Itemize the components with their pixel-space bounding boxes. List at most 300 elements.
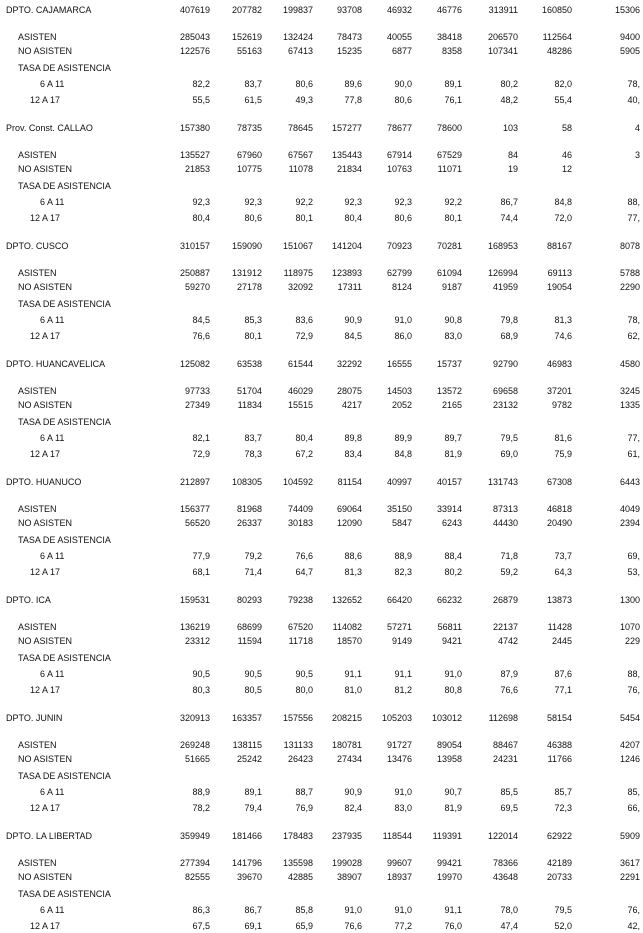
- value-cell: 11428: [547, 622, 572, 632]
- title-row: [0, 4, 643, 16]
- value-cell: 68699: [236, 622, 262, 632]
- no-asisten-row: [0, 399, 643, 411]
- value-cell: 40157: [436, 477, 462, 487]
- value-cell: 73,7: [554, 551, 572, 561]
- value-cell: 141796: [231, 858, 262, 868]
- value-cell: 119391: [432, 831, 462, 841]
- value-cell: 51704: [236, 386, 262, 396]
- tasa-label: TASA DE ASISTENCIA: [18, 417, 111, 427]
- value-cell: 19970: [436, 872, 462, 882]
- value-cell: 159090: [231, 241, 262, 251]
- a1217-label: 12 A 17: [30, 685, 61, 695]
- value-cell: 91,0: [394, 315, 412, 325]
- value-cell: 3: [634, 150, 640, 160]
- value-cell: 80293: [236, 595, 262, 605]
- value-cell: 99607: [386, 858, 412, 868]
- value-cell: 6243: [441, 518, 462, 528]
- value-cell: 92,2: [444, 197, 462, 207]
- value-cell: 90,5: [244, 669, 262, 679]
- value-cell: 67567: [287, 150, 313, 160]
- value-cell: 78366: [492, 858, 518, 868]
- value-cell: 17311: [337, 282, 362, 292]
- value-cell: 46983: [546, 359, 572, 369]
- value-cell: 66,: [627, 803, 640, 813]
- value-cell: 118544: [382, 831, 412, 841]
- value-cell: 91,0: [394, 905, 412, 915]
- value-cell: 68,1: [192, 567, 210, 577]
- title-label: DPTO. CAJAMARCA: [6, 5, 92, 15]
- title-row: [0, 476, 643, 488]
- no-asisten-row: [0, 871, 643, 883]
- value-cell: 90,9: [344, 787, 362, 797]
- title-row: [0, 830, 643, 842]
- value-cell: 3245: [619, 386, 640, 396]
- a611-row: [0, 432, 643, 444]
- value-cell: 122576: [179, 46, 210, 56]
- no-asisten-label: NO ASISTEN: [18, 46, 73, 56]
- value-cell: 313911: [488, 5, 518, 15]
- value-cell: 44430: [492, 518, 518, 528]
- a1217-row: [0, 566, 643, 578]
- value-cell: 61544: [287, 359, 313, 369]
- value-cell: 33914: [436, 504, 462, 514]
- value-cell: 168953: [487, 241, 518, 251]
- value-cell: 86,7: [244, 905, 262, 915]
- value-cell: 6443: [619, 477, 640, 487]
- value-cell: 40,: [627, 95, 640, 105]
- a1217-label: 12 A 17: [30, 213, 61, 223]
- value-cell: 80,2: [444, 567, 462, 577]
- tasa-label: TASA DE ASISTENCIA: [18, 181, 111, 191]
- value-cell: 250887: [179, 268, 210, 278]
- value-cell: 126994: [487, 268, 518, 278]
- value-cell: 81,9: [444, 803, 462, 813]
- value-cell: 78473: [336, 32, 362, 42]
- value-cell: 112698: [488, 713, 518, 723]
- value-cell: 5905: [619, 46, 640, 56]
- value-cell: 78,: [627, 79, 640, 89]
- value-cell: 91727: [386, 740, 412, 750]
- value-cell: 2052: [391, 400, 412, 410]
- value-cell: 91,1: [344, 669, 362, 679]
- value-cell: 42189: [546, 858, 572, 868]
- tasa-row: [0, 416, 643, 428]
- value-cell: 88167: [546, 241, 572, 251]
- value-cell: 91,0: [394, 787, 412, 797]
- value-cell: 58: [561, 123, 572, 133]
- value-cell: 71,4: [244, 567, 262, 577]
- a1217-label: 12 A 17: [30, 567, 61, 577]
- a611-row: [0, 668, 643, 680]
- value-cell: 76,6: [344, 921, 362, 931]
- value-cell: 80,0: [295, 685, 313, 695]
- value-cell: 212897: [179, 477, 210, 487]
- value-cell: 71,8: [500, 551, 518, 561]
- value-cell: 67520: [287, 622, 313, 632]
- value-cell: 67,5: [192, 921, 210, 931]
- value-cell: 80,6: [244, 213, 262, 223]
- value-cell: 103: [502, 123, 518, 133]
- value-cell: 89,8: [344, 433, 362, 443]
- value-cell: 269248: [179, 740, 210, 750]
- value-cell: 11718: [288, 636, 313, 646]
- value-cell: 78,: [627, 315, 640, 325]
- value-cell: 32292: [336, 359, 362, 369]
- value-cell: 80,8: [444, 685, 462, 695]
- tasa-label: TASA DE ASISTENCIA: [18, 889, 111, 899]
- value-cell: 9421: [441, 636, 462, 646]
- value-cell: 1246: [619, 754, 640, 764]
- a1217-row: [0, 330, 643, 342]
- tasa-label: TASA DE ASISTENCIA: [18, 535, 111, 545]
- value-cell: 61094: [436, 268, 462, 278]
- value-cell: 79,2: [244, 551, 262, 561]
- value-cell: 26423: [287, 754, 313, 764]
- value-cell: 10775: [236, 164, 262, 174]
- value-cell: 70923: [386, 241, 412, 251]
- value-cell: 49,3: [295, 95, 313, 105]
- value-cell: 89,7: [444, 433, 462, 443]
- value-cell: 83,0: [444, 331, 462, 341]
- value-cell: 92,3: [192, 197, 210, 207]
- value-cell: 93708: [336, 5, 362, 15]
- value-cell: 85,: [627, 787, 640, 797]
- value-cell: 206570: [487, 32, 518, 42]
- asisten-label: ASISTEN: [18, 740, 57, 750]
- value-cell: 9400: [619, 32, 640, 42]
- value-cell: 11594: [237, 636, 262, 646]
- value-cell: 1335: [619, 400, 640, 410]
- value-cell: 89054: [436, 740, 462, 750]
- a1217-label: 12 A 17: [30, 95, 61, 105]
- a1217-label: 12 A 17: [30, 921, 61, 931]
- value-cell: 8358: [441, 46, 462, 56]
- value-cell: 4217: [341, 400, 362, 410]
- value-cell: 28075: [336, 386, 362, 396]
- value-cell: 27178: [236, 282, 262, 292]
- value-cell: 81,6: [554, 433, 572, 443]
- value-cell: 61,5: [244, 95, 262, 105]
- value-cell: 15515: [287, 400, 313, 410]
- value-cell: 90,8: [444, 315, 462, 325]
- a1217-label: 12 A 17: [30, 331, 61, 341]
- value-cell: 157277: [331, 123, 362, 133]
- title-row: [0, 594, 643, 606]
- value-cell: 84,5: [344, 331, 362, 341]
- value-cell: 69,5: [500, 803, 518, 813]
- a1217-row: [0, 802, 643, 814]
- value-cell: 69,0: [500, 449, 518, 459]
- value-cell: 85,3: [244, 315, 262, 325]
- value-cell: 79238: [287, 595, 313, 605]
- value-cell: 38418: [436, 32, 462, 42]
- value-cell: 62,: [627, 331, 640, 341]
- value-cell: 69658: [492, 386, 518, 396]
- value-cell: 84: [507, 150, 518, 160]
- value-cell: 77,1: [554, 685, 572, 695]
- a611-row: [0, 550, 643, 562]
- value-cell: 90,7: [444, 787, 462, 797]
- value-cell: 8124: [391, 282, 412, 292]
- value-cell: 72,9: [192, 449, 210, 459]
- value-cell: 83,6: [295, 315, 313, 325]
- asisten-label: ASISTEN: [18, 386, 57, 396]
- asisten-row: [0, 385, 643, 397]
- value-cell: 58154: [546, 713, 572, 723]
- no-asisten-label: NO ASISTEN: [18, 164, 73, 174]
- value-cell: 80,4: [344, 213, 362, 223]
- value-cell: 56520: [184, 518, 210, 528]
- value-cell: 57271: [386, 622, 412, 632]
- value-cell: 112564: [542, 32, 572, 42]
- value-cell: 13476: [386, 754, 412, 764]
- value-cell: 10763: [386, 164, 412, 174]
- asisten-row: [0, 31, 643, 43]
- value-cell: 310157: [179, 241, 210, 251]
- value-cell: 76,1: [444, 95, 462, 105]
- asisten-label: ASISTEN: [18, 150, 57, 160]
- value-cell: 80,5: [244, 685, 262, 695]
- value-cell: 64,3: [554, 567, 572, 577]
- value-cell: 12090: [336, 518, 362, 528]
- value-cell: 67413: [287, 46, 313, 56]
- a1217-row: [0, 94, 643, 106]
- value-cell: 78677: [386, 123, 412, 133]
- value-cell: 16555: [386, 359, 412, 369]
- value-cell: 229: [624, 636, 640, 646]
- value-cell: 59270: [184, 282, 210, 292]
- value-cell: 92790: [492, 359, 518, 369]
- value-cell: 81,3: [344, 567, 362, 577]
- a611-row: [0, 904, 643, 916]
- value-cell: 163357: [231, 713, 262, 723]
- value-cell: 76,: [627, 685, 640, 695]
- value-cell: 75,9: [554, 449, 572, 459]
- value-cell: 97733: [184, 386, 210, 396]
- value-cell: 67960: [236, 150, 262, 160]
- value-cell: 78645: [287, 123, 313, 133]
- value-cell: 82,3: [394, 567, 412, 577]
- value-cell: 157380: [179, 123, 210, 133]
- value-cell: 2394: [619, 518, 640, 528]
- value-cell: 11766: [547, 754, 572, 764]
- value-cell: 20490: [546, 518, 572, 528]
- value-cell: 2165: [441, 400, 462, 410]
- value-cell: 81968: [236, 504, 262, 514]
- value-cell: 114082: [332, 622, 362, 632]
- value-cell: 30183: [287, 518, 313, 528]
- a611-label: 6 A 11: [40, 787, 65, 797]
- value-cell: 55163: [236, 46, 262, 56]
- value-cell: 56811: [437, 622, 462, 632]
- value-cell: 15737: [436, 359, 462, 369]
- value-cell: 81,3: [554, 315, 572, 325]
- value-cell: 80,4: [192, 213, 210, 223]
- a1217-label: 12 A 17: [30, 803, 61, 813]
- value-cell: 131133: [283, 740, 313, 750]
- value-cell: 79,8: [500, 315, 518, 325]
- no-asisten-label: NO ASISTEN: [18, 400, 73, 410]
- value-cell: 81,0: [344, 685, 362, 695]
- a1217-label: 12 A 17: [30, 449, 61, 459]
- asisten-label: ASISTEN: [18, 504, 57, 514]
- value-cell: 48,2: [500, 95, 518, 105]
- asisten-label: ASISTEN: [18, 32, 57, 42]
- title-label: DPTO. CUSCO: [6, 241, 69, 251]
- title-row: [0, 358, 643, 370]
- value-cell: 141204: [331, 241, 362, 251]
- asisten-row: [0, 621, 643, 633]
- value-cell: 86,0: [394, 331, 412, 341]
- a1217-row: [0, 448, 643, 460]
- value-cell: 4: [634, 123, 640, 133]
- no-asisten-label: NO ASISTEN: [18, 636, 73, 646]
- value-cell: 92,3: [244, 197, 262, 207]
- value-cell: 320913: [179, 713, 210, 723]
- a611-label: 6 A 11: [40, 197, 65, 207]
- value-cell: 68,9: [500, 331, 518, 341]
- value-cell: 107341: [487, 46, 518, 56]
- value-cell: 6877: [391, 46, 412, 56]
- value-cell: 136219: [179, 622, 210, 632]
- value-cell: 84,8: [554, 197, 572, 207]
- tasa-label: TASA DE ASISTENCIA: [18, 63, 111, 73]
- value-cell: 32092: [287, 282, 313, 292]
- value-cell: 24231: [492, 754, 518, 764]
- value-cell: 151067: [282, 241, 313, 251]
- value-cell: 108305: [231, 477, 262, 487]
- tasa-label: TASA DE ASISTENCIA: [18, 653, 111, 663]
- value-cell: 11071: [437, 164, 462, 174]
- title-label: DPTO. LA LIBERTAD: [6, 831, 93, 841]
- value-cell: 67,2: [295, 449, 313, 459]
- value-cell: 19054: [546, 282, 572, 292]
- value-cell: 87,6: [554, 669, 572, 679]
- value-cell: 87313: [492, 504, 518, 514]
- value-cell: 11834: [237, 400, 262, 410]
- no-asisten-label: NO ASISTEN: [18, 872, 73, 882]
- value-cell: 135527: [179, 150, 210, 160]
- tasa-row: [0, 888, 643, 900]
- title-label: DPTO. HUANCAVELICA: [6, 359, 106, 369]
- value-cell: 79,5: [500, 433, 518, 443]
- value-cell: 180781: [331, 740, 362, 750]
- value-cell: 89,6: [344, 79, 362, 89]
- value-cell: 359949: [179, 831, 210, 841]
- no-asisten-row: [0, 45, 643, 57]
- value-cell: 12: [561, 164, 572, 174]
- no-asisten-row: [0, 635, 643, 647]
- value-cell: 40055: [386, 32, 412, 42]
- value-cell: 88,9: [192, 787, 210, 797]
- value-cell: 3617: [619, 858, 640, 868]
- asisten-row: [0, 857, 643, 869]
- value-cell: 88,9: [394, 551, 412, 561]
- value-cell: 88,4: [444, 551, 462, 561]
- a611-row: [0, 196, 643, 208]
- value-cell: 5454: [619, 713, 640, 723]
- value-cell: 39670: [236, 872, 262, 882]
- value-cell: 80,3: [192, 685, 210, 695]
- value-cell: 103012: [431, 713, 462, 723]
- value-cell: 9782: [551, 400, 572, 410]
- title-row: [0, 712, 643, 724]
- value-cell: 92,2: [295, 197, 313, 207]
- value-cell: 15306: [614, 5, 640, 15]
- value-cell: 66232: [436, 595, 462, 605]
- value-cell: 23132: [492, 400, 518, 410]
- value-cell: 80,6: [295, 79, 313, 89]
- a611-label: 6 A 11: [40, 669, 65, 679]
- value-cell: 83,7: [244, 79, 262, 89]
- tasa-row: [0, 180, 643, 192]
- value-cell: 132652: [331, 595, 362, 605]
- value-cell: 40997: [386, 477, 412, 487]
- value-cell: 67529: [436, 150, 462, 160]
- value-cell: 135443: [331, 150, 362, 160]
- value-cell: 5909: [619, 831, 640, 841]
- value-cell: 72,3: [554, 803, 572, 813]
- value-cell: 82,2: [192, 79, 210, 89]
- value-cell: 62799: [386, 268, 412, 278]
- value-cell: 199837: [282, 5, 313, 15]
- value-cell: 46029: [287, 386, 313, 396]
- value-cell: 86,3: [192, 905, 210, 915]
- value-cell: 9187: [441, 282, 462, 292]
- value-cell: 4742: [497, 636, 518, 646]
- value-cell: 199028: [331, 858, 362, 868]
- value-cell: 48286: [546, 46, 572, 56]
- value-cell: 89,9: [394, 433, 412, 443]
- a611-label: 6 A 11: [40, 315, 65, 325]
- value-cell: 62922: [546, 831, 572, 841]
- value-cell: 76,0: [444, 921, 462, 931]
- value-cell: 74409: [287, 504, 313, 514]
- value-cell: 88467: [492, 740, 518, 750]
- value-cell: 51665: [184, 754, 210, 764]
- value-cell: 80,1: [444, 213, 462, 223]
- value-cell: 76,6: [500, 685, 518, 695]
- value-cell: 19: [507, 164, 518, 174]
- value-cell: 160850: [541, 5, 572, 15]
- title-label: DPTO. HUANUCO: [6, 477, 82, 487]
- value-cell: 74,6: [554, 331, 572, 341]
- value-cell: 78,3: [244, 449, 262, 459]
- value-cell: 81,9: [444, 449, 462, 459]
- a1217-row: [0, 684, 643, 696]
- value-cell: 11078: [288, 164, 313, 174]
- value-cell: 1070: [619, 622, 640, 632]
- value-cell: 78,2: [192, 803, 210, 813]
- value-cell: 2291: [619, 872, 640, 882]
- no-asisten-label: NO ASISTEN: [18, 754, 73, 764]
- value-cell: 76,6: [192, 331, 210, 341]
- value-cell: 138115: [232, 740, 262, 750]
- value-cell: 52,0: [554, 921, 572, 931]
- value-cell: 25242: [236, 754, 262, 764]
- value-cell: 43648: [492, 872, 518, 882]
- value-cell: 80,1: [244, 331, 262, 341]
- value-cell: 69113: [547, 268, 572, 278]
- value-cell: 285043: [179, 32, 210, 42]
- value-cell: 91,0: [444, 669, 462, 679]
- value-cell: 80,2: [500, 79, 518, 89]
- value-cell: 125082: [179, 359, 210, 369]
- value-cell: 46776: [436, 5, 462, 15]
- value-cell: 65,9: [295, 921, 313, 931]
- value-cell: 46932: [386, 5, 412, 15]
- asisten-row: [0, 149, 643, 161]
